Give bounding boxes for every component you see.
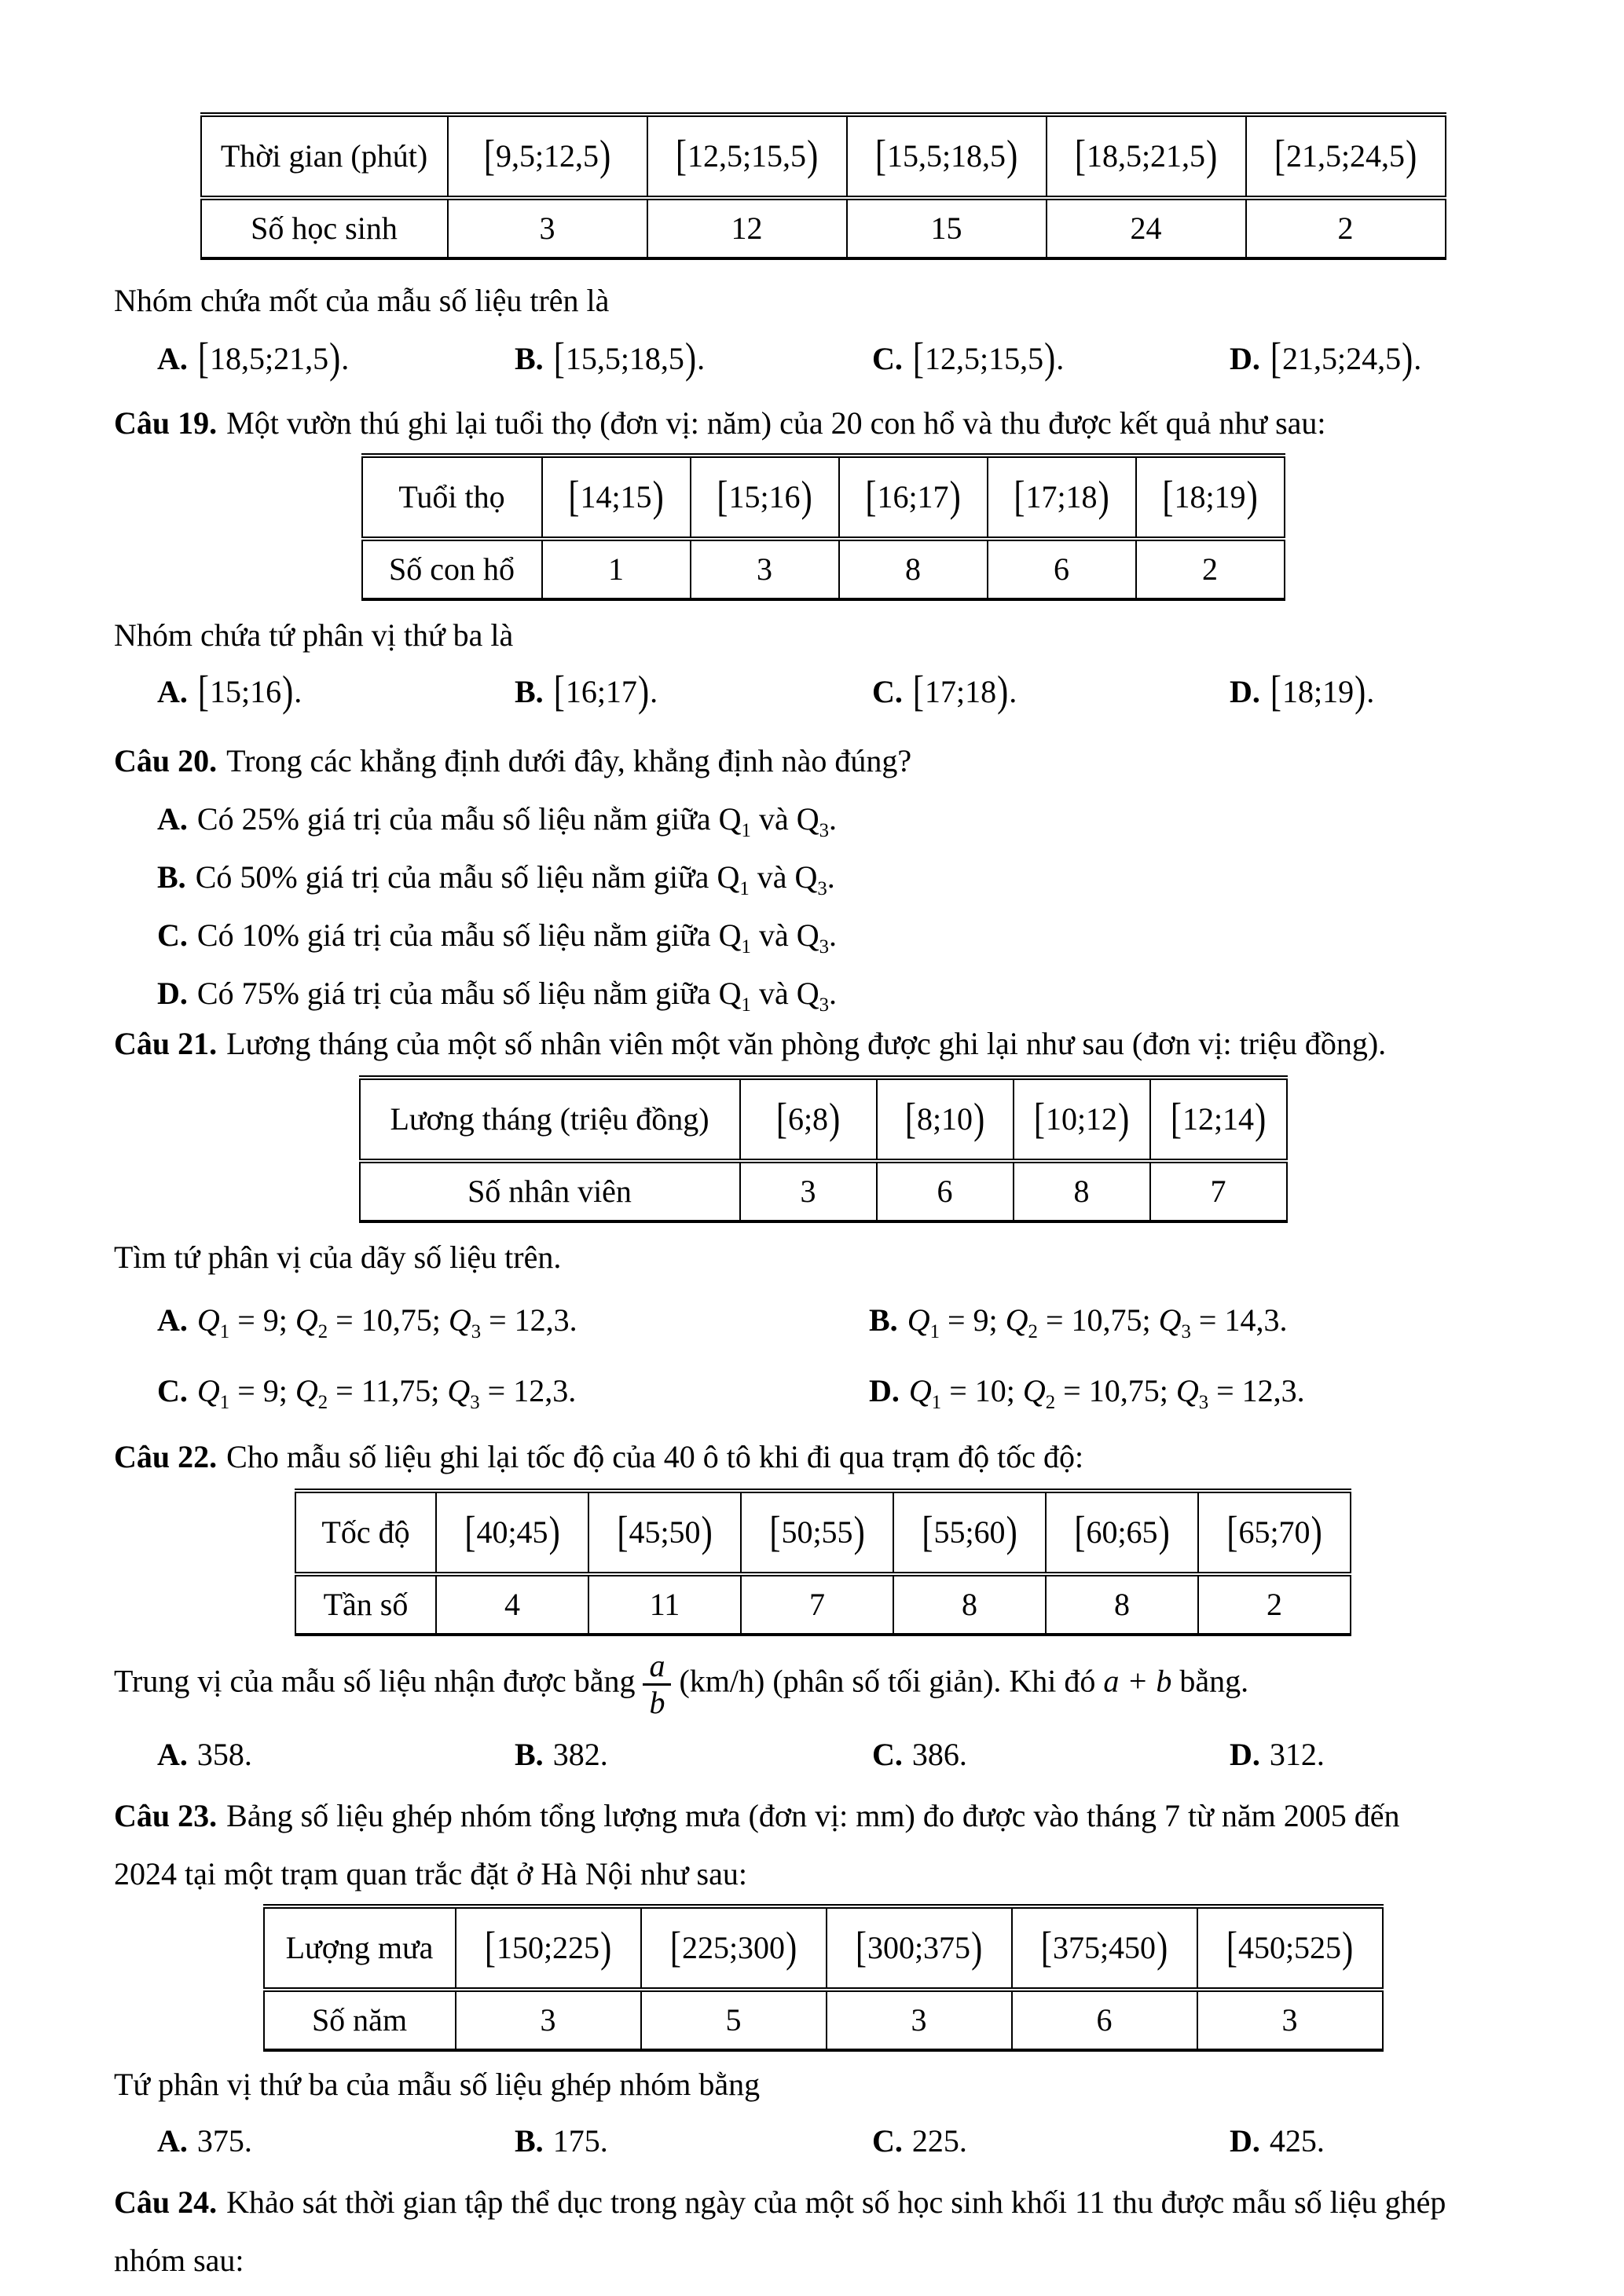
option-c bbox=[872, 2119, 1230, 2163]
option-label: A. bbox=[157, 1737, 188, 1772]
stem-text-pre: Trung vị của mẫu số liệu nhận được bằng bbox=[114, 1663, 636, 1699]
option-label: B. bbox=[515, 1737, 544, 1772]
question-text: Lương tháng của một số nhân viên một văn phòng được ghi lại như sau (đơn vị: triệu đồng). bbox=[226, 1026, 1387, 1061]
table-row-label: Lượng mưa bbox=[264, 1906, 456, 1990]
options-row bbox=[157, 1298, 1532, 1342]
interval-cell: [60;65) bbox=[1046, 1491, 1198, 1574]
option-c bbox=[157, 914, 1532, 958]
question-stem: Nhóm chứa mốt của mẫu số liệu trên là bbox=[114, 283, 610, 318]
option-a bbox=[157, 667, 515, 716]
option-text: Có 75% giá trị của mẫu số liệu nằm giữa $Q_1$ và $Q_3$. bbox=[196, 976, 837, 1016]
option-b bbox=[515, 2119, 872, 2163]
option-label: B. bbox=[515, 341, 544, 376]
interval-cell: [150;225) bbox=[456, 1906, 641, 1990]
stem-text-end: bằng. bbox=[1179, 1663, 1249, 1699]
option-label: C. bbox=[157, 917, 188, 953]
interval-cell: [16;17) bbox=[839, 456, 988, 539]
option-d bbox=[1230, 334, 1532, 383]
option-text: 375. bbox=[196, 2123, 252, 2159]
option-text: Có 25% giá trị của mẫu số liệu nằm giữa $Q_1$ và $Q_3$. bbox=[196, 801, 837, 841]
expression-a-plus-b: a + b bbox=[1103, 1663, 1172, 1699]
option-label: A. bbox=[157, 674, 188, 709]
question-21-heading bbox=[114, 1022, 1532, 1066]
question-22-heading bbox=[114, 1435, 1532, 1479]
question-19-heading bbox=[114, 401, 1532, 445]
interval-cell: [450;525) bbox=[1197, 1906, 1383, 1990]
option-label: C. bbox=[872, 2123, 903, 2159]
stem-text-mid: (km/h) (phân số tối giản). Khi đó bbox=[679, 1663, 1096, 1699]
interval-cell: [65;70) bbox=[1198, 1491, 1351, 1574]
interval-cell: [45;50) bbox=[588, 1491, 741, 1574]
option-text: [15;16). bbox=[197, 667, 302, 716]
fraction-denominator: b bbox=[649, 1685, 665, 1720]
value-cell: 11 bbox=[588, 1574, 741, 1635]
table-row-label: Tốc độ bbox=[295, 1491, 436, 1574]
option-b bbox=[157, 855, 1532, 899]
question-number: Câu 21. bbox=[114, 1026, 218, 1061]
interval-cell: [50;55) bbox=[741, 1491, 893, 1574]
option-d bbox=[157, 972, 1532, 1016]
question-number: Câu 20. bbox=[114, 743, 218, 778]
options-row bbox=[157, 1733, 1532, 1777]
table-value-row bbox=[362, 539, 1285, 599]
option-text: $Q_1 = 9$; $Q_2 = 10,75$; $Q_3 = 14,3$. bbox=[907, 1302, 1288, 1342]
interval-cell: [40;45) bbox=[436, 1491, 588, 1574]
question-text-line1: Bảng số liệu ghép nhóm tổng lượng mưa (đơn vị: mm) đo được vào tháng 7 từ năm 2005 đến bbox=[226, 1798, 1400, 1833]
option-text: $Q_1 = 10$; $Q_2 = 10,75$; $Q_3 = 12,3$. bbox=[908, 1373, 1305, 1413]
question-number: Câu 24. bbox=[114, 2184, 218, 2220]
table-row-label: Số nhân viên bbox=[360, 1161, 740, 1221]
table-row-label: Số năm bbox=[264, 1990, 456, 2050]
option-d bbox=[1230, 667, 1532, 716]
option-text: [18;19). bbox=[1270, 667, 1375, 716]
option-a bbox=[157, 334, 515, 383]
interval-cell: [300;375) bbox=[827, 1906, 1012, 1990]
interval-cell: [375;450) bbox=[1012, 1906, 1197, 1990]
interval-cell: [18,5;21,5) bbox=[1047, 115, 1246, 198]
option-a bbox=[157, 1733, 515, 1777]
question-text: Một vườn thú ghi lại tuổi thọ (đơn vị: năm) của 20 con hổ và thu được kết quả như sau: bbox=[226, 405, 1326, 441]
option-label: D. bbox=[1230, 341, 1260, 376]
option-a bbox=[157, 2119, 515, 2163]
value-cell: 15 bbox=[847, 198, 1047, 258]
option-label: D. bbox=[869, 1373, 900, 1408]
value-cell: 12 bbox=[647, 198, 847, 258]
option-text: [18,5;21,5). bbox=[197, 334, 350, 383]
value-cell: 3 bbox=[740, 1161, 877, 1221]
option-label: B. bbox=[869, 1302, 898, 1338]
option-text: $Q_1 = 9$; $Q_2 = 10,75$; $Q_3 = 12,3$. bbox=[196, 1302, 577, 1342]
table-value-row bbox=[264, 1990, 1383, 2050]
interval-cell: [12,5;15,5) bbox=[647, 115, 847, 198]
question-number: Câu 23. bbox=[114, 1798, 218, 1833]
value-cell: 8 bbox=[839, 539, 988, 599]
question-text: Cho mẫu số liệu ghi lại tốc độ của 40 ô tô khi đi qua trạm độ tốc độ: bbox=[226, 1439, 1084, 1474]
value-cell: 7 bbox=[1150, 1161, 1287, 1221]
interval-cell: [18;19) bbox=[1136, 456, 1285, 539]
value-cell: 6 bbox=[1012, 1990, 1197, 2050]
interval-cell: [12;14) bbox=[1150, 1078, 1287, 1161]
value-cell: 5 bbox=[641, 1990, 827, 2050]
option-c bbox=[872, 334, 1230, 383]
options-row bbox=[157, 1369, 1532, 1413]
option-text: 425. bbox=[1269, 2123, 1325, 2159]
option-label: C. bbox=[872, 1737, 903, 1772]
option-text: $Q_1 = 9$; $Q_2 = 11,75$; $Q_3 = 12,3$. bbox=[196, 1373, 577, 1413]
option-b bbox=[515, 1733, 872, 1777]
value-cell: 6 bbox=[988, 539, 1136, 599]
option-c bbox=[157, 1369, 869, 1413]
option-label: A. bbox=[157, 2123, 188, 2159]
value-cell: 6 bbox=[877, 1161, 1014, 1221]
question-stem: Nhóm chứa tứ phân vị thứ ba là bbox=[114, 617, 514, 653]
lifespan-frequency-table bbox=[361, 453, 1285, 601]
value-cell: 3 bbox=[456, 1990, 641, 2050]
interval-cell: [9,5;12,5) bbox=[448, 115, 647, 198]
question-24-heading bbox=[114, 2181, 1532, 2225]
option-label: B. bbox=[515, 2123, 544, 2159]
question-stem: Tứ phân vị thứ ba của mẫu số liệu ghép nhóm bằng bbox=[114, 2067, 761, 2102]
option-d bbox=[1230, 1733, 1532, 1777]
option-a bbox=[157, 797, 1532, 841]
interval-cell: [6;8) bbox=[740, 1078, 877, 1161]
option-label: D. bbox=[1230, 674, 1260, 709]
interval-cell: [15;16) bbox=[691, 456, 839, 539]
interval-cell: [17;18) bbox=[988, 456, 1136, 539]
value-cell: 2 bbox=[1246, 198, 1446, 258]
salary-frequency-table bbox=[359, 1075, 1288, 1223]
option-text: 312. bbox=[1269, 1737, 1325, 1772]
option-b bbox=[515, 667, 872, 716]
option-text: 382. bbox=[552, 1737, 608, 1772]
rainfall-frequency-table bbox=[263, 1904, 1384, 2052]
question-number: Câu 22. bbox=[114, 1439, 218, 1474]
table-header-row bbox=[360, 1078, 1287, 1161]
option-c bbox=[872, 1733, 1230, 1777]
interval-cell: [14;15) bbox=[542, 456, 691, 539]
question-23-heading bbox=[114, 1794, 1532, 1838]
question-20-heading bbox=[114, 739, 1532, 783]
table-header-row bbox=[264, 1906, 1383, 1990]
question-text-line1: Khảo sát thời gian tập thể dục trong ngày của một số học sinh khối 11 thu được mẫu số liệu ghép bbox=[226, 2184, 1446, 2220]
table-row-label: Số học sinh bbox=[201, 198, 448, 258]
option-d bbox=[869, 1369, 1532, 1413]
value-cell: 3 bbox=[691, 539, 839, 599]
fraction-a-over-b bbox=[643, 1649, 671, 1720]
option-a bbox=[157, 1298, 869, 1342]
option-text: [17;18). bbox=[912, 667, 1017, 716]
interval-cell: [55;60) bbox=[893, 1491, 1046, 1574]
option-label: C. bbox=[872, 674, 903, 709]
option-text: 225. bbox=[911, 2123, 967, 2159]
option-b bbox=[869, 1298, 1532, 1342]
value-cell: 3 bbox=[448, 198, 647, 258]
question-text-line2: nhóm sau: bbox=[114, 2243, 244, 2278]
value-cell: 4 bbox=[436, 1574, 588, 1635]
interval-cell: [225;300) bbox=[641, 1906, 827, 1990]
interval-cell: [15,5;18,5) bbox=[847, 115, 1047, 198]
value-cell: 24 bbox=[1047, 198, 1246, 258]
speed-frequency-table bbox=[295, 1489, 1351, 1636]
table-value-row bbox=[201, 198, 1446, 258]
value-cell: 2 bbox=[1136, 539, 1285, 599]
question-stem bbox=[114, 1649, 1532, 1720]
value-cell: 7 bbox=[741, 1574, 893, 1635]
value-cell: 8 bbox=[1046, 1574, 1198, 1635]
option-text: [21,5;24,5). bbox=[1270, 334, 1422, 383]
option-d bbox=[1230, 2119, 1532, 2163]
table-row-label: Tuổi thọ bbox=[362, 456, 542, 539]
option-label: D. bbox=[157, 976, 188, 1011]
table-row-label: Thời gian (phút) bbox=[201, 115, 448, 198]
option-label: B. bbox=[157, 859, 186, 895]
value-cell: 2 bbox=[1198, 1574, 1351, 1635]
option-label: C. bbox=[157, 1373, 188, 1408]
option-c bbox=[872, 667, 1230, 716]
interval-cell: [10;12) bbox=[1014, 1078, 1150, 1161]
value-cell: 8 bbox=[1014, 1161, 1150, 1221]
option-text: 175. bbox=[552, 2123, 608, 2159]
table-header-row bbox=[295, 1491, 1351, 1574]
options-row bbox=[157, 2119, 1532, 2163]
table-value-row bbox=[360, 1161, 1287, 1221]
table-row-label: Lương tháng (triệu đồng) bbox=[360, 1078, 740, 1161]
option-label: A. bbox=[157, 341, 188, 376]
option-label: C. bbox=[872, 341, 903, 376]
time-frequency-table bbox=[200, 112, 1446, 260]
value-cell: 3 bbox=[1197, 1990, 1383, 2050]
option-b bbox=[515, 334, 872, 383]
option-label: D. bbox=[1230, 1737, 1260, 1772]
interval-cell: [21,5;24,5) bbox=[1246, 115, 1446, 198]
option-text: [16;17). bbox=[553, 667, 658, 716]
fraction-numerator: a bbox=[643, 1649, 671, 1686]
table-header-row bbox=[362, 456, 1285, 539]
table-value-row bbox=[295, 1574, 1351, 1635]
option-label: B. bbox=[515, 674, 544, 709]
option-label: A. bbox=[157, 801, 188, 837]
question-stem: Tìm tứ phân vị của dãy số liệu trên. bbox=[114, 1240, 562, 1275]
question-text-line2: 2024 tại một trạm quan trắc đặt ở Hà Nội như sau: bbox=[114, 1856, 747, 1891]
table-row-label: Tần số bbox=[295, 1574, 436, 1635]
table-header-row bbox=[201, 115, 1446, 198]
options-row bbox=[157, 667, 1532, 716]
option-label: A. bbox=[157, 1302, 188, 1338]
option-text: Có 10% giá trị của mẫu số liệu nằm giữa $Q_1$ và $Q_3$. bbox=[196, 917, 837, 958]
option-text: [12,5;15,5). bbox=[912, 334, 1065, 383]
option-text: Có 50% giá trị của mẫu số liệu nằm giữa $Q_1$ và $Q_3$. bbox=[195, 859, 835, 899]
options-row bbox=[157, 334, 1532, 383]
value-cell: 1 bbox=[542, 539, 691, 599]
option-text: 386. bbox=[911, 1737, 967, 1772]
option-label: D. bbox=[1230, 2123, 1260, 2159]
option-text: 358. bbox=[196, 1737, 252, 1772]
option-text: [15,5;18,5). bbox=[553, 334, 706, 383]
interval-cell: [8;10) bbox=[877, 1078, 1014, 1161]
value-cell: 8 bbox=[893, 1574, 1046, 1635]
question-text: Trong các khẳng định dưới đây, khẳng định nào đúng? bbox=[226, 743, 912, 778]
value-cell: 3 bbox=[827, 1990, 1012, 2050]
table-row-label: Số con hổ bbox=[362, 539, 542, 599]
question-number: Câu 19. bbox=[114, 405, 218, 441]
